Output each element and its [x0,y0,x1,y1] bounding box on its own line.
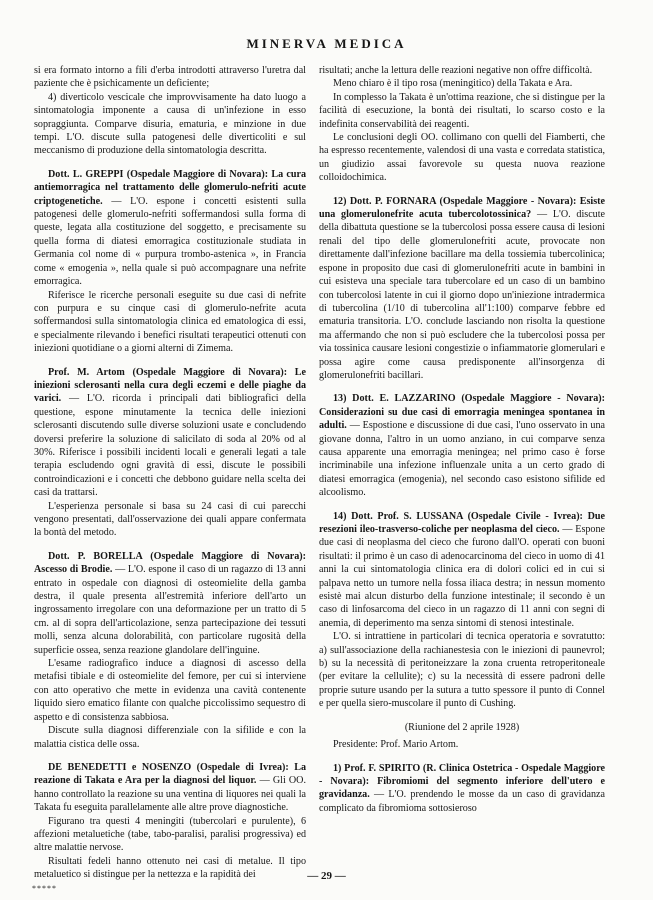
abstract-body: — Gli OO. hanno controllato la reazione su una ventina di liquores nei quali la Takata fu eseguita parallelamente alle altre prove diagnostiche. [34,775,306,814]
paragraph: In complesso la Takata è un'ottima reazione, che si distingue per la facilità di esecuzione, la bontà dei risultati, lo scarso costo e la indefinita conservabilità dei reagenti. [319,91,605,130]
abstract-lazzarino [319,392,605,499]
page-number: — 29 — [307,870,346,882]
abstract-title: Prof. M. Artom (Ospedale Maggiore di Novara): Le iniezioni sclerosanti nella cura degli eczemi e delle piaghe da varici. [34,366,306,405]
right-column [319,64,605,815]
abstract-greppi [34,168,306,356]
paragraph: 4) diverticolo vescicale che improvvisamente ha dato luogo a sintomatologia imponente a causa di un'infezione in esso sopraggiunta. Comparve disuria, ematuria, e minzione in due tempi. L'O. discute sulla patogenesi delle diverticoliti e sul meccanismo di produzione della sintomatologia descritta. [34,91,306,157]
meeting-president: Presidente: Prof. Mario Artom. [333,739,459,751]
abstract-body: — Espostione e discussione di due casi, l'uno osservato in una giovane donna, l'altro in un uomo anziano, in cui comparve senza causa apparente una emorragia meningea; nel primo caso è forse incriminabile una infezione influenzale unita a un certo grado di diatesi emorragica (emogenia), nel secondo caso esistono sifilide ed alcoolismo. [319,420,605,499]
printer-mark: ***** [32,884,57,893]
paragraph: Discute sulla diagnosi differenziale con la sifilide e con la malattia cistica delle ossa. [34,725,306,750]
abstract-artom [34,366,306,540]
abstract-body: — L'O. ricorda i principali dati bibliografici della questione, espone minutamente la tecnica delle iniezioni sclerosanti discutendo sulle diverse soluzioni usate e concludendo doversi preferire la soluzione di salicilato di soda al 20% od al 30%. Riferisce i possibili incidenti locali e generali legati a tale terapia escludendo ogni gravità di essi, discute le possibili controindicazioni e i concetti che debbono guidare nella scelta dei casi da trattarsi. [34,393,306,499]
abstract-body: — L'O. prendendo le mosse da un caso di gravidanza complicato da fibromioma sottosieroso [319,789,606,814]
abstract-title: Dott. L. GREPPI (Ospedale Maggiore di Novara): La cura antiemorragica nel trattamento delle glomerulo-nefriti acute criptogenetiche. [34,168,306,207]
abstract-body: — L'O. espone il caso di un ragazzo di 13 anni entrato in ospedale con diagnosi di osteomielite della gamba destra, il quale presenta all'estremità inferiore dell'arto un ingrossamento irregolare con una deformazione per un tratto di 5 cm. al di sopra dell'articolazione, senza partecipazione dei tessuti molli, senza alcuna dolorabilità, con particolare rugosità della superficie ossea, senza reazione glandolare dell'inguine. [34,564,307,656]
paragraph: L'esame radiografico induce a diagnosi di ascesso della metafisi tibiale e di osteomielite del femore, per cui si interviene con atto operativo che mette in evidenza una cavità contenente liquido siero ematico filante con qualche piccolissimo sequestro di aspetto e di consistenza sabbiosa. [34,658,306,723]
paragraph: risultati; anche la lettura delle reazioni negative non offre difficoltà. [319,65,593,76]
left-column [34,64,306,882]
paragraph: Le conclusioni degli OO. collimano con quelli del Fiamberti, che ha espresso recentemente, valendosi di una vasta e corredata statistica, un giudizio assai favorevole su questa nuova reazione colloidochimica. [319,132,605,184]
paragraph: L'O. si intrattiene in particolari di tecnica operatoria e sovratutto: a) sull'associazione della rachianestesia con le iniezioni di paunevrol; b) su la necessità di peritoneizzare la zona cruenta retroperitoneale (per evitare la cellulite); c) su la necessità di essere padroni delle proprie suture usando per la sutura a tutto spessore il punto di Connel e per quella siero-muscolare il punto di Cushing. [319,631,605,710]
abstract-title: 1) Prof. F. SPIRITO (R. Clinica Ostetrica - Ospedale Maggiore - Novara): Fibromiomi del segmento inferiore dell'utero e gravidanza. [319,762,605,801]
paragraph: Meno chiaro è il tipo rosa (meningitico) della Takata e Ara. [333,78,573,90]
abstract-title: Dott. P. BORELLA (Ospedale Maggiore di Novara): Ascesso di Brodie. [34,550,306,576]
paragraph: Risultati fedeli hanno ottenuto nei casi di metalue. Il tipo metaluetico si distingue per la nettezza e la rapidità dei [34,855,306,881]
journal-header: MINERVA MEDICA [246,36,407,51]
abstract-de-benedetti [34,761,306,882]
abstract-title: 14) Dott. Prof. S. LUSSANA (Ospedale Civile - Ivrea): Due resezioni ileo-trasverso-coliche per neoplasma del cieco. [319,510,605,535]
abstract-title: 13) Dott. E. LAZZARINO (Ospedale Maggiore - Novara): Considerazioni su due casi di emorragia meningea spontanea in adulti. [319,393,605,432]
meeting-block [319,721,605,752]
paragraph: Riferisce le ricerche personali eseguite su due casi di nefrite con purpura e su cinque casi di glomerulo-nefrite acuta soffermandosi sulla sintomatologia clinica ed ematologica di essi, e specialmente rilevando i benefici risultati terapeutici ottenuti con iniezioni quotidiane o a giorni alterni di Zimema. [34,289,306,355]
abstract-title: DE BENEDETTI e NOSENZO (Ospedale di Ivrea): La reazione di Takata e Ara per la diagnosi del liquor. [34,761,306,787]
abstract-body: — Espone due casi di neoplasma del cieco che furono dall'O. operati con buoni risultati: il primo è un caso di adenocarcinoma del cieco in uomo di 41 anni la cui sintomatologia clinica era di dolori colici ed in cui si palpava netto un tumore nella fossa iliaca destra; in nessun momento esistè mai alcun disturbo della funzione intestinale; il secondo è un caso di linfosarcoma del cieco in un ragazzo di 11 anni con segni di anemia, di deperimento ma senza sintomi di stenosi intestinale. [319,524,605,629]
abstract-lussana [319,510,605,711]
abstract-title: 12) Dott. P. FORNARA (Ospedale Maggiore - Novara): Esiste una glomerulonefrite acuta tubercolotossinica? [319,195,605,221]
meeting-date: (Riunione del 2 aprile 1928) [404,721,520,733]
abstract-fornara [319,195,605,383]
abstract-body: — L'O. discute della dibattuta questione se la tubercolosi possa essere causa di lesioni renali del tipo delle glomerulonefriti acute, provocate non direttamente dall'infezione bacillare ma della tossiemia tubercolinica; espone in proposito due casi di glomerulonefriti acute in bambini in cui esisteva una speciale tara tubercolare ed un caso di un bambino con tubercolosi latente in cui il giorno dopo un'iniezione intradermica di tubercolina (1/10 di tubercolina all'1:100) comparve febbre ed ematuria transitoria. L'O. conclude lasciando non risolta la questione ma affermando che non si può escludere che la tubercolosi possa per via tossinica causare lesioni congestizie o infiammatorie glomerulari e possa agire come causa predisponente all'insorgenza di glomerulonefriti bacillari. [319,209,606,381]
paragraph: si era formato intorno a fili d'erba introdotti attraverso l'uretra dal paziente che è psichicamente un deficiente; [34,65,306,90]
abstract-body: — L'O. espone i concetti esistenti sulla patogenesi delle glomerulo-nefriti soffermandosi sulla forma di queste, legata alla costituzione del soggetto, e precisamente su quella forma di diatesi emorragica costituzionale studiata in Germania col nome di « purpura trombo-astenica », in Francia come « emogenia », nella quale si può accompagnare una nefrite emorragica. [34,195,306,288]
paragraph: Figurano tra questi 4 meningiti (tubercolari e purulente), 6 affezioni metaluetiche (tabe, tabo-paralisi, paralisi progressiva) ed altre malattie nervose. [34,815,306,854]
abstract-spirito [319,762,605,816]
paragraph: L'esperienza personale si basa su 24 casi di cui parecchi vengono presentati, dall'osservazione dei quali appare confermata la bontà del metodo. [34,500,306,539]
abstract-borella [34,550,306,751]
